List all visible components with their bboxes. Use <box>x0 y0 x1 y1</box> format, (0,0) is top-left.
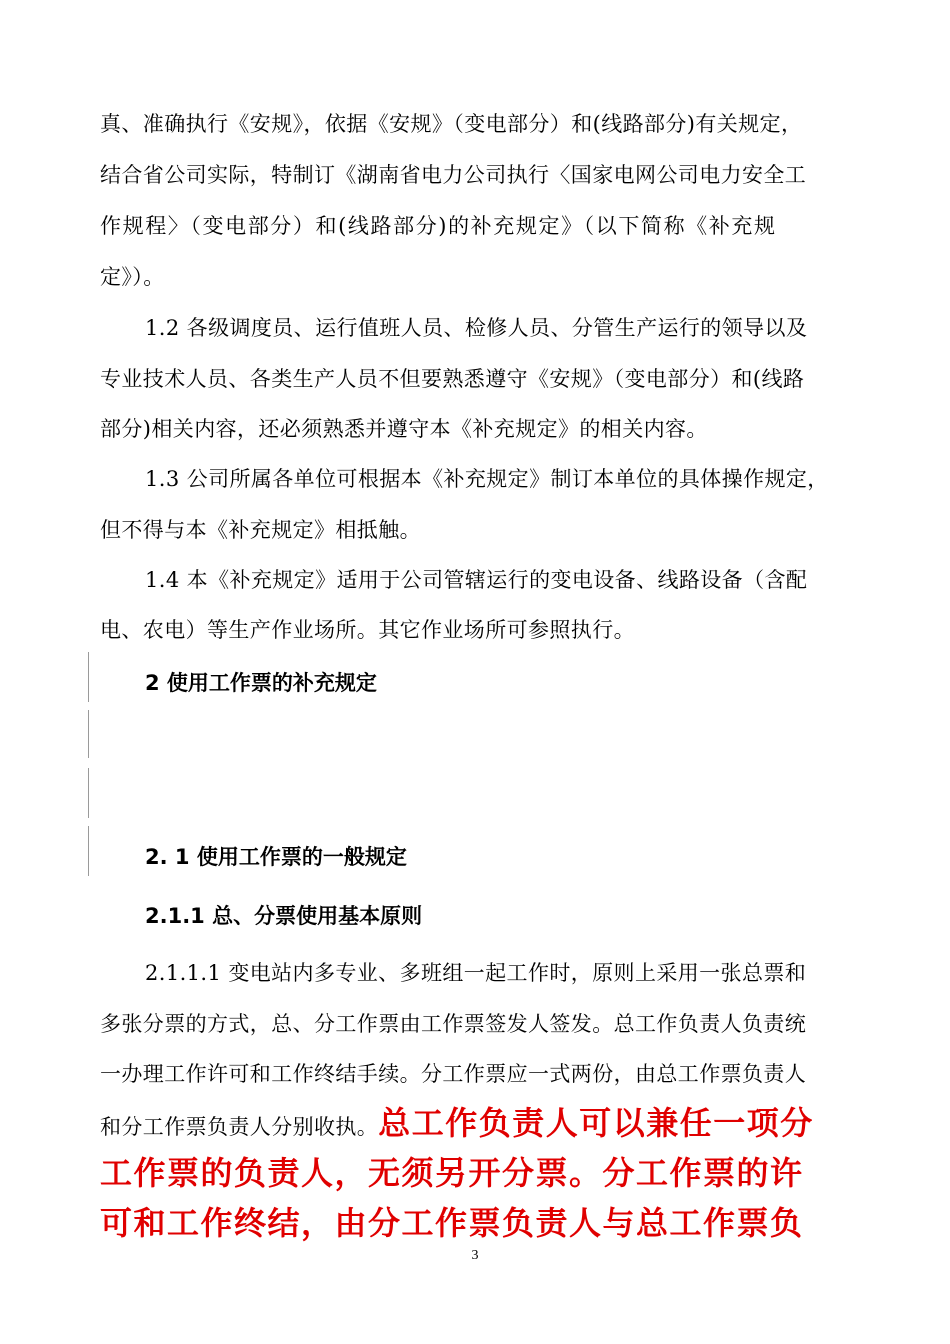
paragraph-1-line-2: 结合省公司实际，特制订《湖南省电力公司执行〈国家电网公司电力安全工 <box>100 163 807 187</box>
margin-rule-1 <box>88 652 89 702</box>
paragraph-1-2-line-3: 部分)相关内容，还必须熟悉并遵守本《补充规定》的相关内容。 <box>100 417 708 441</box>
red-emphasis-line-1: 工作票的负责人，无须另开分票。分工作票的许 <box>100 1154 804 1192</box>
section-2-heading: 2 使用工作票的补充规定 <box>145 671 377 695</box>
paragraph-2-1-1-1-line-1: 2.1.1.1 变电站内多专业、多班组一起工作时，原则上采用一张总票和 <box>145 961 807 985</box>
paragraph-2-1-1-1-line-2: 多张分票的方式，总、分工作票由工作票签发人签发。总工作负责人负责统 <box>100 1012 807 1036</box>
paragraph-1-line-3: 作规程〉（变电部分）和(线路部分)的补充规定》（以下简称《补充规 <box>100 214 777 238</box>
paragraph-1-3-line-2: 但不得与本《补充规定》相抵触。 <box>100 518 421 542</box>
paragraph-2-1-1-1-line-3: 一办理工作许可和工作终结手续。分工作票应一式两份，由总工作票负责人 <box>100 1062 807 1086</box>
section-2-1-1-heading: 2.1.1 总、分票使用基本原则 <box>145 904 423 928</box>
page-number: 3 <box>471 1248 479 1263</box>
paragraph-1-4-line-1: 1.4 本《补充规定》适用于公司管辖运行的变电设备、线路设备（含配 <box>145 568 808 592</box>
paragraph-2-1-1-1-line-4 <box>100 1098 814 1144</box>
paragraph-1-2-line-1: 1.2 各级调度员、运行值班人员、检修人员、分管生产运行的领导以及 <box>145 316 808 340</box>
paragraph-1-2-line-2: 专业技术人员、各类生产人员不但要熟悉遵守《安规》（变电部分）和(线路 <box>100 367 805 391</box>
paragraph-1-4-line-2: 电、农电）等生产作业场所。其它作业场所可参照执行。 <box>100 618 635 642</box>
red-emphasis-segment: 总工作负责人可以兼任一项分 <box>378 1104 814 1142</box>
section-2-1-heading: 2. 1 使用工作票的一般规定 <box>145 845 407 869</box>
margin-rule-4 <box>88 826 89 876</box>
paragraph-1-line-4: 定》）。 <box>100 265 165 289</box>
paragraph-1-line-1: 真、准确执行《安规》，依据《安规》（变电部分）和(线路部分)有关规定， <box>100 112 803 136</box>
red-emphasis-line-2: 可和工作终结，由分工作票负责人与总工作票负 <box>100 1204 804 1242</box>
margin-rule-2 <box>88 710 89 758</box>
normal-text-segment: 和分工作票负责人分别收执。 <box>100 1115 379 1139</box>
margin-rule-3 <box>88 768 89 818</box>
paragraph-1-3-line-1: 1.3 公司所属各单位可根据本《补充规定》制订本单位的具体操作规定， <box>145 467 829 491</box>
